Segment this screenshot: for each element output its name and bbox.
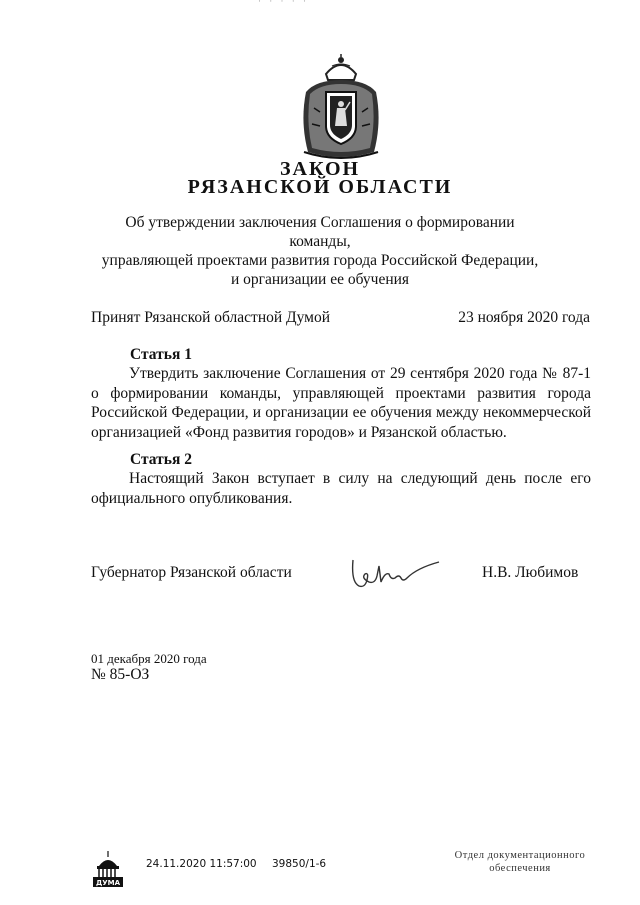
subject-line: и организации ее обучения — [230, 271, 410, 288]
article-1-heading: Статья 1 — [130, 346, 192, 363]
footer-timestamp: 24.11.2020 11:57:00 — [146, 858, 257, 870]
issuer-title: РЯЗАНСКОЙ ОБЛАСТИ — [187, 176, 453, 198]
document-type-title: ЗАКОН — [279, 158, 361, 180]
svg-text:ДУМА: ДУМА — [95, 879, 121, 887]
signing-date: 01 декабря 2020 года — [91, 651, 207, 666]
governor-name: Н.В. Любимов — [482, 564, 579, 581]
footer-registration-number: 39850/1-6 — [272, 858, 327, 870]
subject-line: Об утверждении заключения Соглашения о формировании команды, — [125, 214, 515, 250]
stamp-line: Отдел документационного — [454, 850, 586, 861]
stamp-line: обеспечения — [489, 863, 551, 874]
article-1-body: Утвердить заключение Соглашения от 29 сентября 2020 года № 87-1 о формировании команды, управляющей проектами развития города Российской Федерации, и организации ее обучения между некоммерческой организацией «Фонд развития городов» и Рязанской областью. — [91, 365, 591, 441]
coat-of-arms-icon — [296, 52, 386, 164]
article-2-heading: Статья 2 — [130, 451, 192, 468]
article-2-body: Настоящий Закон вступает в силу на следующий день после его официального опубликования. — [91, 470, 591, 507]
law-number: № 85-ОЗ — [91, 666, 150, 683]
article-2-text — [91, 469, 591, 508]
adopted-by: Принят Рязанской областной Думой — [91, 309, 331, 326]
signature — [345, 552, 445, 592]
adopted-date: 23 ноября 2020 года — [458, 309, 590, 326]
governor-title: Губернатор Рязанской области — [91, 564, 292, 581]
department-stamp — [440, 849, 600, 875]
duma-building-icon — [90, 850, 126, 888]
subject-line: управляющей проектами развития города Российской Федерации, — [101, 252, 539, 269]
top-mark: · · · · · — [258, 0, 309, 6]
law-subject — [100, 213, 540, 289]
article-1-text — [91, 364, 591, 442]
